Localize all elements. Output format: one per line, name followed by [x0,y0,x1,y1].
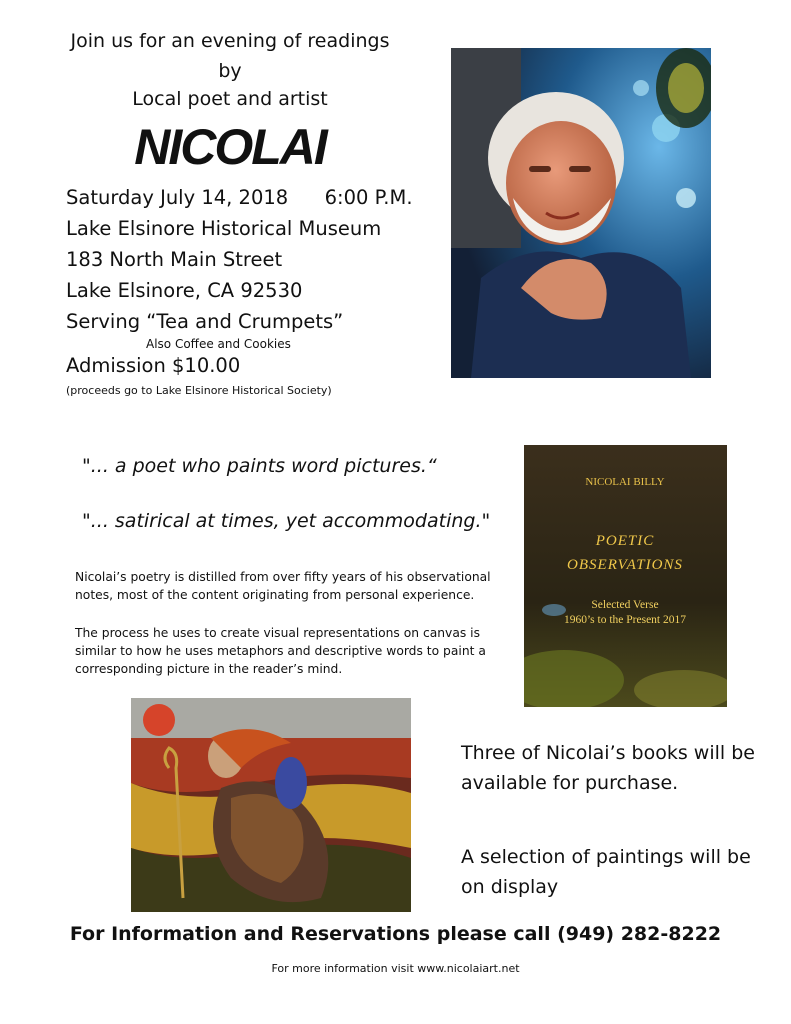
bio-paragraph-2: The process he uses to create visual representations on canvas is similar to how he uses metaphors and descriptive words to paint a corresponding picture in the reader’s mind. [75,626,486,676]
event-also: Also Coffee and Cookies [146,337,291,351]
books-available-text: Three of Nicolai’s books will be available for purchase. [461,742,755,794]
book-author: NICOLAI BILLY [585,476,665,488]
event-venue: Lake Elsinore Historical Museum [66,217,382,240]
painting-image [131,698,411,912]
headline-name: NICOLAI [134,119,326,175]
portrait-photo [451,48,711,378]
reservation-call-line: For Information and Reservations please call (949) 282-8222 [69,923,722,945]
event-date-time [66,186,413,209]
book-title-line-2: OBSERVATIONS [567,557,683,573]
book-cover [524,445,727,707]
book-title-line-1: POETIC [595,533,655,549]
event-serving: Serving “Tea and Crumpets” [66,310,344,333]
intro-line-1: Join us for an evening of readings [70,30,390,52]
event-date: Saturday July 14, 2018 [66,186,289,209]
book-subtitle-2: 1960’s to the Present 2017 [563,614,687,626]
book-subtitle-1: Selected Verse [591,599,659,611]
bio-paragraph-1: Nicolai’s poetry is distilled from over fifty years of his observational notes, most of the content originating from personal experience. [75,570,491,602]
intro-line-2: by [218,60,242,82]
intro-line-3: Local poet and artist [132,88,328,110]
event-admission: Admission $10.00 [66,354,241,377]
website-line: For more information visit www.nicolaiart.net [271,962,520,975]
event-proceeds: (proceeds go to Lake Elsinore Historical Society) [66,384,332,397]
event-time: 6:00 P.M. [324,186,413,209]
quote-2: "... satirical at times, yet accommodating." [82,510,491,532]
event-street: 183 North Main Street [66,248,283,271]
event-city: Lake Elsinore, CA 92530 [66,279,303,302]
quote-1: "... a poet who paints word pictures.“ [82,455,437,477]
paintings-display-text: A selection of paintings will be on display [461,846,751,898]
